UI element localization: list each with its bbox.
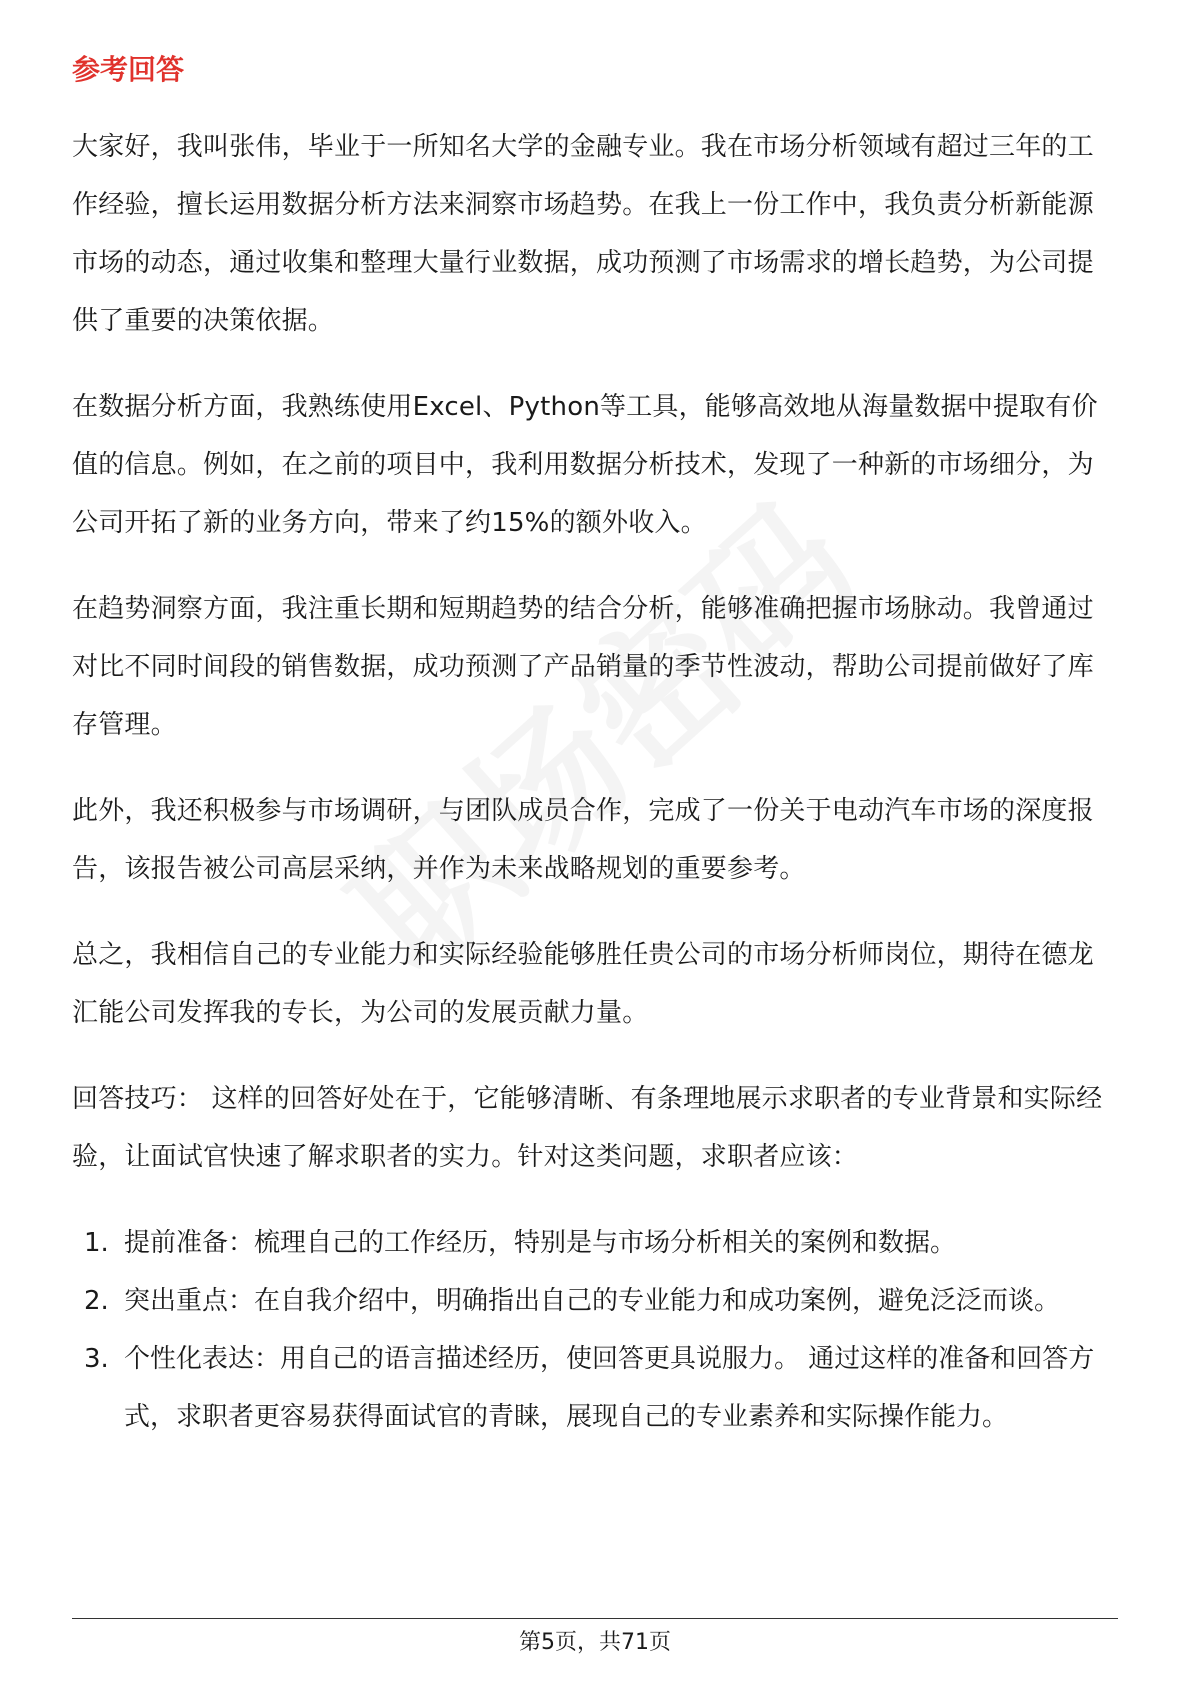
tips-item <box>72 1330 1118 1446</box>
section-heading: 参考回答 <box>72 53 185 86</box>
paragraph-data-analysis: 在数据分析方面，我熟练使用Excel、Python等工具，能够高效地从海量数据中提取有价值的信息。例如，在之前的项目中，我利用数据分析技术，发现了一种新的市场细分，为公司开拓了新的业务方向，带来了约15%的额外收入。 <box>72 392 1098 538</box>
paragraph-trend-insight: 在趋势洞察方面，我注重长期和短期趋势的结合分析，能够准确把握市场脉动。我曾通过对比不同时间段的销售数据，成功预测了产品销量的季节性波动，帮助公司提前做好了库存管理。 <box>72 594 1094 740</box>
tips-text: 突出重点：在自我介绍中，明确指出自己的专业能力和成功案例，避免泛泛而谈。 <box>124 1286 1061 1316</box>
tips-list <box>72 1214 1118 1446</box>
tips-number: 1. <box>84 1228 109 1258</box>
page-number: 第5页，共71页 <box>519 1630 671 1655</box>
tips-number: 3. <box>84 1344 109 1374</box>
tips-item <box>72 1214 1118 1272</box>
tips-intro: 回答技巧： 这样的回答好处在于，它能够清晰、有条理地展示求职者的专业背景和实际经验，让面试官快速了解求职者的实力。针对这类问题，求职者应该： <box>72 1084 1103 1172</box>
paragraph-research: 此外，我还积极参与市场调研，与团队成员合作，完成了一份关于电动汽车市场的深度报告，该报告被公司高层采纳，并作为未来战略规划的重要参考。 <box>72 796 1094 884</box>
tips-text: 个性化表达：用自己的语言描述经历，使回答更具说服力。 通过这样的准备和回答方式，求职者更容易获得面试官的青睐，展现自己的专业素养和实际操作能力。 <box>124 1344 1095 1432</box>
paragraph-summary: 总之，我相信自己的专业能力和实际经验能够胜任贵公司的市场分析师岗位，期待在德龙汇能公司发挥我的专长，为公司的发展贡献力量。 <box>72 940 1094 1028</box>
footer-divider <box>72 1618 1118 1619</box>
tips-text: 提前准备：梳理自己的工作经历，特别是与市场分析相关的案例和数据。 <box>124 1228 957 1258</box>
paragraph-intro: 大家好，我叫张伟，毕业于一所知名大学的金融专业。我在市场分析领域有超过三年的工作经验，擅长运用数据分析方法来洞察市场趋势。在我上一份工作中，我负责分析新能源市场的动态，通过收集和整理大量行业数据，成功预测了市场需求的增长趋势，为公司提供了重要的决策依据。 <box>72 132 1094 336</box>
document-page <box>72 50 1118 1446</box>
tips-item <box>72 1272 1118 1330</box>
tips-number: 2. <box>84 1286 109 1316</box>
